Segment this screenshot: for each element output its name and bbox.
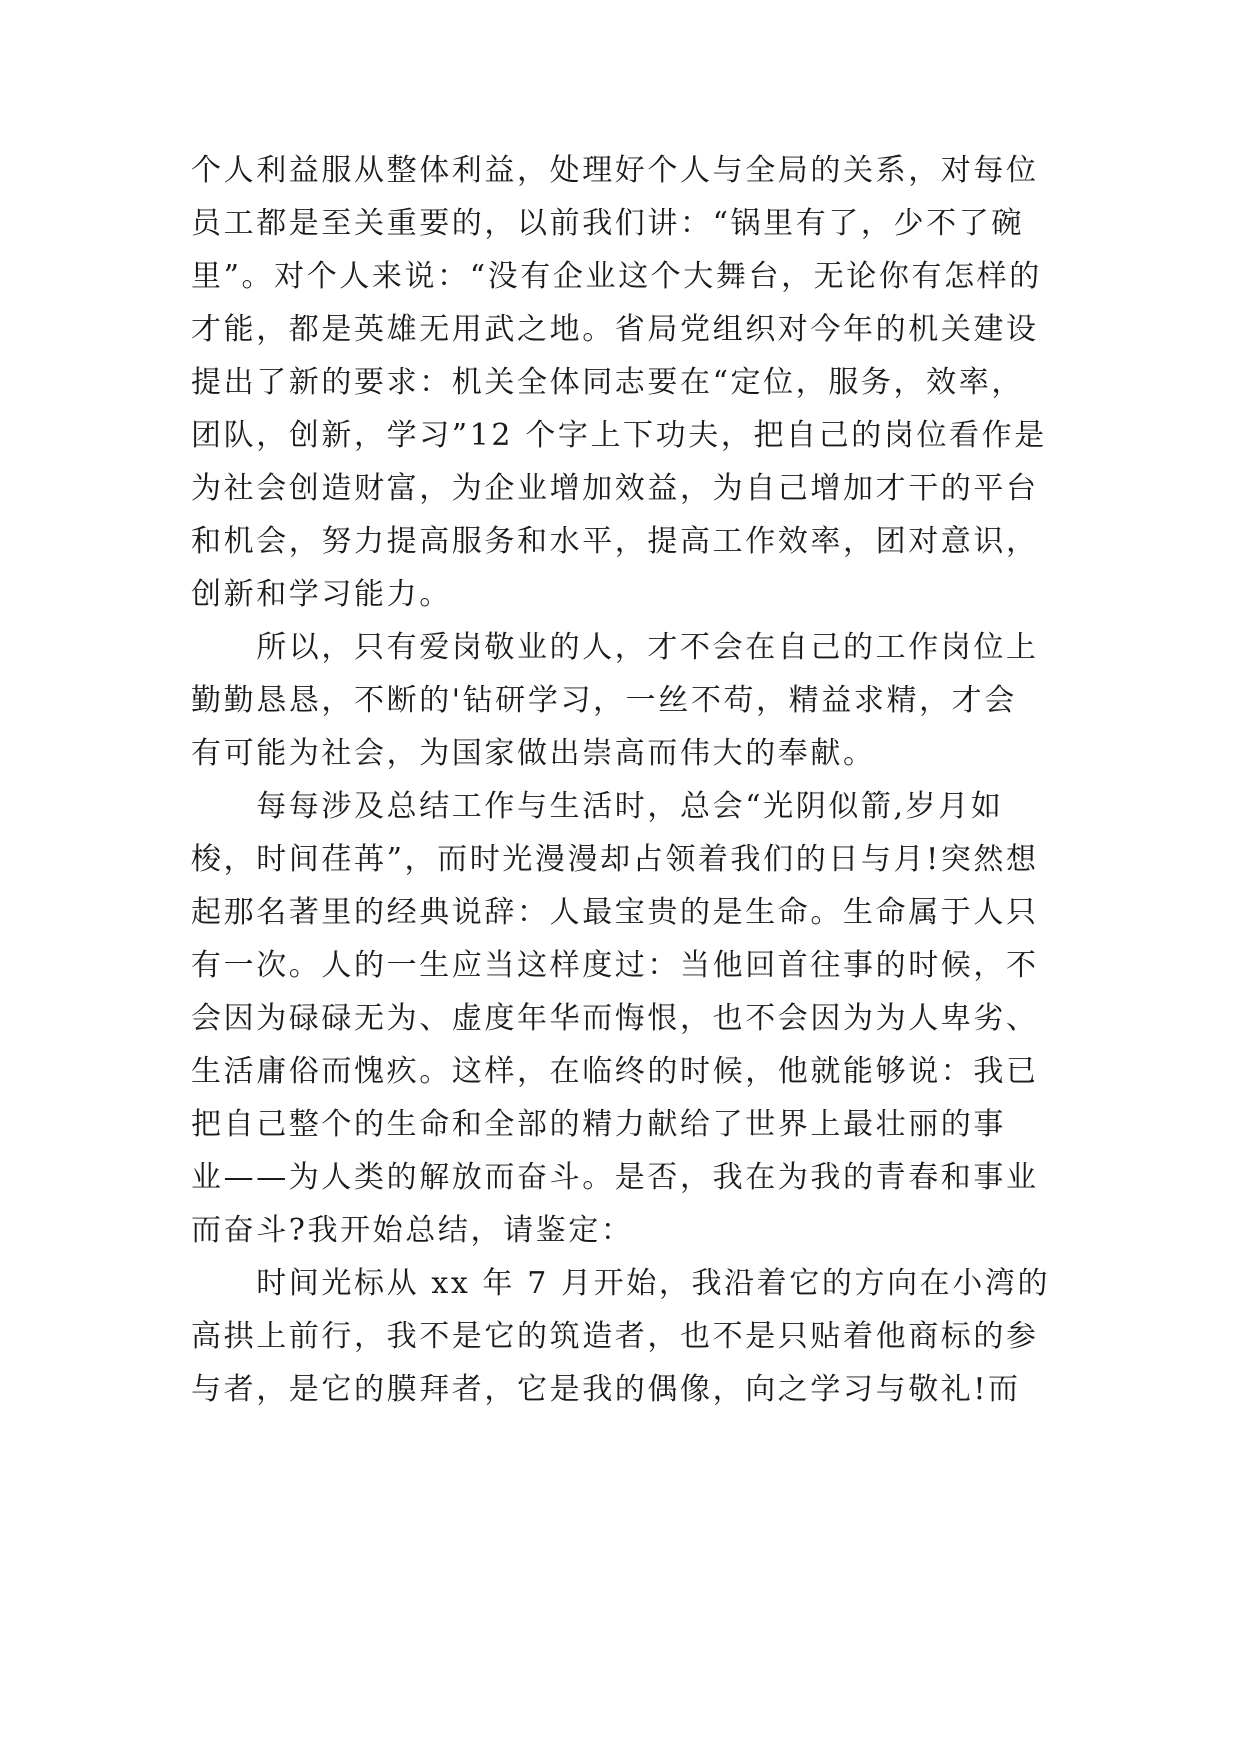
text-line: 勤勤恳恳，不断的'钻研学习，一丝不苟，精益求精，才会 bbox=[191, 683, 1017, 718]
text-line: 与者，是它的膜拜者，它是我的偶像，向之学习与敬礼!而 bbox=[191, 1372, 1021, 1407]
text-line: 梭，时间荏苒”，而时光漫漫却占领着我们的日与月!突然想 bbox=[191, 842, 1039, 877]
text-line: 和机会，努力提高服务和水平，提高工作效率，团对意识， bbox=[191, 524, 1039, 559]
text-line: 而奋斗?我开始总结，请鉴定： bbox=[191, 1213, 634, 1248]
text-line: 才能，都是英雄无用武之地。省局党组织对今年的机关建设 bbox=[191, 312, 1039, 347]
text-line: 里”。对个人来说：“没有企业这个大舞台，无论你有怎样的 bbox=[191, 259, 1042, 294]
text-line: 提出了新的要求：机关全体同志要在“定位，服务，效率， bbox=[191, 365, 1024, 400]
text-line: 为社会创造财富，为企业增加效益，为自己增加才干的平台 bbox=[191, 471, 1039, 506]
text-line: 高拱上前行，我不是它的筑造者，也不是只贴着他商标的参 bbox=[191, 1319, 1039, 1354]
text-line: 员工都是至关重要的，以前我们讲：“锅里有了，少不了碗 bbox=[191, 206, 1024, 241]
text-line: 起那名著里的经典说辞：人最宝贵的是生命。生命属于人只 bbox=[191, 895, 1039, 930]
text-line: 把自己整个的生命和全部的精力献给了世界上最壮丽的事 bbox=[191, 1107, 1006, 1142]
text-line: 有一次。人的一生应当这样度过：当他回首往事的时候，不 bbox=[191, 948, 1039, 983]
text-line: 创新和学习能力。 bbox=[191, 577, 452, 612]
text-line: 所以，只有爱岗敬业的人，才不会在自己的工作岗位上 bbox=[191, 630, 1039, 665]
text-line: 有可能为社会，为国家做出崇高而伟大的奉献。 bbox=[191, 736, 876, 771]
text-line: 每每涉及总结工作与生活时，总会“光阴似箭,岁月如 bbox=[191, 789, 1004, 824]
text-line: 会因为碌碌无为、虚度年华而悔恨，也不会因为为人卑劣、 bbox=[191, 1001, 1039, 1036]
text-line: 时间光标从 xx 年 7 月开始，我沿着它的方向在小湾的 bbox=[191, 1266, 1051, 1301]
text-line: 业——为人类的解放而奋斗。是否，我在为我的青春和事业 bbox=[191, 1160, 1039, 1195]
text-line: 生活庸俗而愧疚。这样，在临终的时候，他就能够说：我已 bbox=[191, 1054, 1039, 1089]
text-line: 个人利益服从整体利益，处理好个人与全局的关系，对每位 bbox=[191, 153, 1039, 188]
text-line: 团队，创新，学习”12 个字上下功夫，把自己的岗位看作是 bbox=[191, 418, 1047, 453]
